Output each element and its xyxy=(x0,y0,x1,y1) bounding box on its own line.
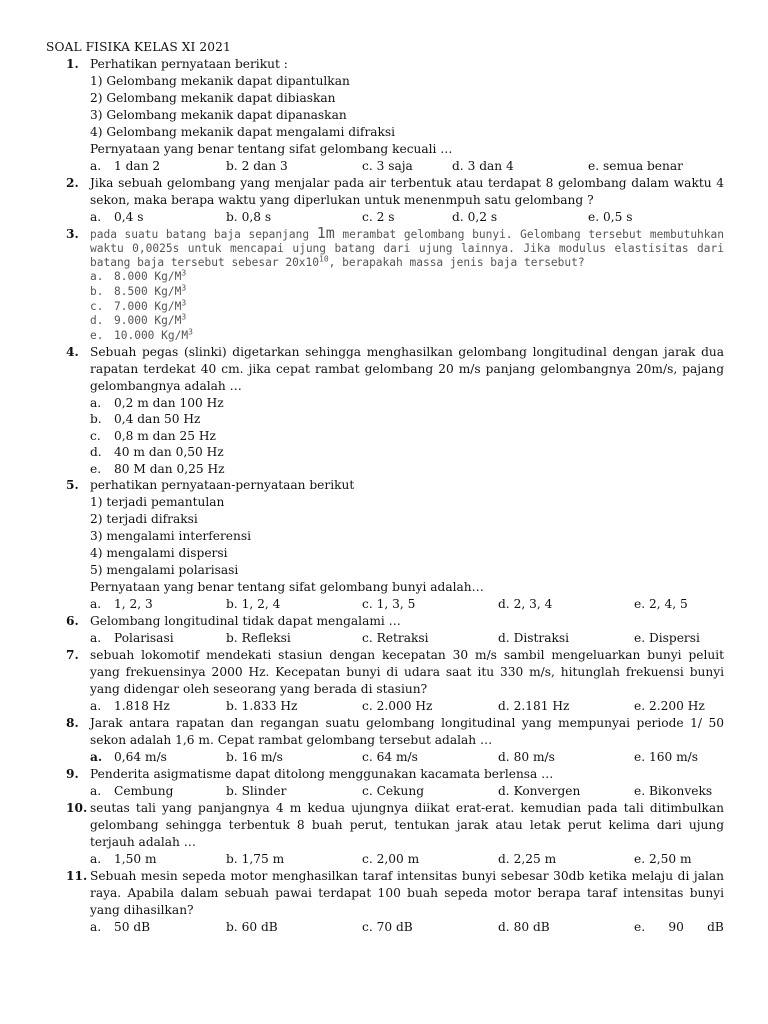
option-d[interactable]: d. 3 dan 4 xyxy=(452,159,514,173)
option-d[interactable]: d. 80 m/s xyxy=(498,750,555,765)
option-a[interactable]: a. 8.000 $Kg/M^3$ xyxy=(90,268,187,283)
option-b[interactable]: b. 16 m/s xyxy=(226,750,283,765)
answer-options xyxy=(90,209,724,226)
option-e[interactable]: e. 2, 4, 5 xyxy=(634,597,688,612)
question-number: 7. xyxy=(66,648,79,663)
statement-item: 4) mengalami dispersi xyxy=(90,546,228,561)
question-9 xyxy=(46,766,724,800)
option-a[interactable]: a. 0,64 m/s xyxy=(90,750,167,765)
statement-item: 2) terjadi difraksi xyxy=(90,512,198,527)
option-b[interactable]: b. 8.500 $Kg/M^3$ xyxy=(90,283,187,298)
option-e[interactable]: e. 10.000 $Kg/M^3$ xyxy=(90,327,193,343)
option-d[interactable]: d. 80 dB xyxy=(498,920,550,935)
question-number: 6. xyxy=(66,614,79,629)
statement-item: 1) terjadi pemantulan xyxy=(90,495,225,510)
option-a[interactable]: a. 1 dan 2 xyxy=(90,159,161,173)
page-title: SOAL FISIKA KELAS XI 2021 xyxy=(46,40,231,54)
option-d[interactable]: d. 9.000 $Kg/M^3$ xyxy=(90,312,187,328)
question-text: Sebuah mesin sepeda motor menghasilkan taraf intensitas bunyi sebesar 30db ketika melaju di jalan raya. Apabila dalam sebuah pawai terdapat 100 buah sepeda motor berapa taraf intensitas bunyi yang dihasilkan? xyxy=(90,869,724,918)
option-e[interactable]: e. 90 dB xyxy=(634,920,724,935)
option-c[interactable]: c. 70 dB xyxy=(362,920,413,935)
statement-item: 4) Gelombang mekanik dapat mengalami difraksi xyxy=(90,125,396,139)
statement-item: 3) Gelombang mekanik dapat dipanaskan xyxy=(90,108,347,122)
option-c[interactable]: c. 2,00 m xyxy=(362,852,420,867)
option-b[interactable]: b. Refleksi xyxy=(226,631,291,646)
option-c[interactable]: c. Cekung xyxy=(362,784,425,799)
statement-item: 3) mengalami interferensi xyxy=(90,529,252,544)
question-11 xyxy=(46,868,724,936)
question-text: Gelombang longitudinal tidak dapat mengalami … xyxy=(90,614,401,629)
answer-options xyxy=(90,158,724,175)
option-a[interactable]: a. 0,2 m dan 100 Hz xyxy=(90,395,224,410)
question-2 xyxy=(46,175,724,226)
answer-options xyxy=(90,783,724,800)
question-number: 5. xyxy=(66,478,79,493)
option-a[interactable]: a. Cembung xyxy=(90,784,174,799)
option-c[interactable]: c. 64 m/s xyxy=(362,750,418,765)
option-b[interactable]: b. 1,75 m xyxy=(226,852,285,867)
question-3 xyxy=(46,226,724,344)
option-c[interactable]: c. Retraksi xyxy=(362,631,429,646)
option-e[interactable]: e. Bikonveks xyxy=(634,784,713,799)
option-a[interactable]: a. 0,4 s xyxy=(90,210,144,224)
option-e[interactable]: e. 2.200 Hz xyxy=(634,699,705,714)
question-text: Sebuah pegas (slinki) digetarkan sehingga menghasilkan gelombang longitudinal dengan jarak dua rapatan terdekat 40 cm. jika cepat rambat gelombang 20 m/s panjang gelombangnya 20m/s, pajang gelombangnya adalah … xyxy=(90,344,724,393)
option-d[interactable]: d. 2,25 m xyxy=(498,852,557,867)
option-e[interactable]: e. 2,50 m xyxy=(634,852,692,867)
question-10 xyxy=(46,800,724,868)
option-b[interactable]: b. 0,4 dan 50 Hz xyxy=(90,412,201,427)
option-c[interactable]: c. 1, 3, 5 xyxy=(362,597,416,612)
question-6 xyxy=(46,613,724,647)
option-a[interactable]: a. 1,50 m xyxy=(90,852,157,867)
question-8 xyxy=(46,715,724,766)
option-d[interactable]: d. 40 m dan 0,50 Hz xyxy=(90,445,224,460)
question-number: 9. xyxy=(66,767,79,782)
option-a[interactable]: a. 1, 2, 3 xyxy=(90,597,153,612)
question-text: perhatikan pernyataan-pernyataan berikut xyxy=(90,478,355,493)
option-c[interactable]: c. 2 s xyxy=(362,210,395,224)
option-b[interactable]: b. 1.833 Hz xyxy=(226,699,298,714)
option-d[interactable]: d. Konvergen xyxy=(498,784,581,799)
question-number: 1. xyxy=(66,57,79,71)
worksheet xyxy=(46,39,724,936)
option-d[interactable]: d. 2.181 Hz xyxy=(498,699,570,714)
option-e[interactable]: e. 0,5 s xyxy=(588,210,633,224)
option-b[interactable]: b. Slinder xyxy=(226,784,287,799)
option-e[interactable]: e. Dispersi xyxy=(634,631,700,646)
answer-options xyxy=(90,851,724,868)
option-b[interactable]: b. 2 dan 3 xyxy=(226,159,288,173)
answer-options xyxy=(90,749,724,766)
question-prompt: Pernyataan yang benar tentang sifat gelombang kecuali … xyxy=(90,142,453,156)
question-text: Penderita asigmatisme dapat ditolong menggunakan kacamata berlensa … xyxy=(90,767,554,782)
question-number: 11. xyxy=(66,869,88,884)
option-d[interactable]: d. 2, 3, 4 xyxy=(498,597,553,612)
option-d[interactable]: d. Distraksi xyxy=(498,631,570,646)
answer-options xyxy=(90,698,724,715)
option-c[interactable]: c. 0,8 m dan 25 Hz xyxy=(90,428,216,443)
option-d[interactable]: d. 0,2 s xyxy=(452,210,498,224)
option-b[interactable]: b. 0,8 s xyxy=(226,210,272,224)
question-4 xyxy=(46,344,724,478)
question-text: sebuah lokomotif mendekati stasiun dengan kecepatan 30 m/s sambil mengeluarkan bunyi peluit yang frekuensinya 2000 Hz. Kecepatan bunyi di udara saat itu 330 m/s, hitunglah frekuensi bunyi yang didengar oleh seseorang yang berada di stasiun? xyxy=(90,648,724,697)
question-text: seutas tali yang panjangnya 4 m kedua ujungnya diikat erat-erat. kemudian pada tali ditimbulkan gelombang sehingga terbentuk 8 buah perut, tentukan jarak atau letak perut kelima dari ujung terjauh adalah … xyxy=(90,801,724,850)
option-c[interactable]: c. 7.000 $Kg/M^3$ xyxy=(90,297,187,313)
question-text: Perhatikan pernyataan berikut : xyxy=(90,57,288,71)
length-value: 1m xyxy=(316,224,335,242)
answer-options xyxy=(90,630,724,647)
question-number: 8. xyxy=(66,716,79,731)
option-e[interactable]: e. 160 m/s xyxy=(634,750,699,765)
option-a[interactable]: a. Polarisasi xyxy=(90,631,174,646)
answer-options xyxy=(90,596,724,613)
question-prompt: Pernyataan yang benar tentang sifat gelombang bunyi adalah… xyxy=(90,580,484,595)
question-5 xyxy=(46,477,724,613)
question-1 xyxy=(46,56,724,175)
statement-item: 5) mengalami polarisasi xyxy=(90,563,239,578)
question-text: Jarak antara rapatan dan regangan suatu gelombang longitudinal yang mempunyai periode 1/ 50 sekon adalah 1,6 m. Cepat rambat gelombang tersebut adalah … xyxy=(90,716,724,748)
question-number: 2. xyxy=(66,176,79,190)
option-e[interactable]: e. 80 M dan 0,25 Hz xyxy=(90,461,225,476)
option-a[interactable]: a. 50 dB xyxy=(90,920,151,935)
option-a[interactable]: a. 1.818 Hz xyxy=(90,699,170,714)
answer-options xyxy=(90,919,724,936)
statement-item: 1) Gelombang mekanik dapat dipantulkan xyxy=(90,74,350,88)
question-7 xyxy=(46,647,724,715)
question-number: 4. xyxy=(66,344,79,359)
option-b[interactable]: b. 60 dB xyxy=(226,920,278,935)
option-c[interactable]: c. 3 saja xyxy=(362,159,413,173)
answer-options xyxy=(90,270,724,344)
option-b[interactable]: b. 1, 2, 4 xyxy=(226,597,281,612)
option-e[interactable]: e. semua benar xyxy=(588,159,683,173)
question-number: 10. xyxy=(66,801,88,816)
question-text: pada suatu batang baja sepanjang 1m merambat gelombang bunyi. Gelombang tersebut membutuhkan waktu 0,0025s untuk mencapai ujung batang dari ujung lainnya. Jika modulus elastisitas dari batang baja tersebut sebesar $20x10^{10}$, berapakah massa jenis baja tersebut? xyxy=(90,224,724,269)
option-c[interactable]: c. 2.000 Hz xyxy=(362,699,433,714)
question-number: 3. xyxy=(66,227,79,241)
statement-item: 2) Gelombang mekanik dapat dibiaskan xyxy=(90,91,336,105)
question-text: Jika sebuah gelombang yang menjalar pada air terbentuk atau terdapat 8 gelombang dalam waktu 4 sekon, maka berapa waktu yang diperlukan untuk menenmpuh satu gelombang ? xyxy=(90,176,724,207)
